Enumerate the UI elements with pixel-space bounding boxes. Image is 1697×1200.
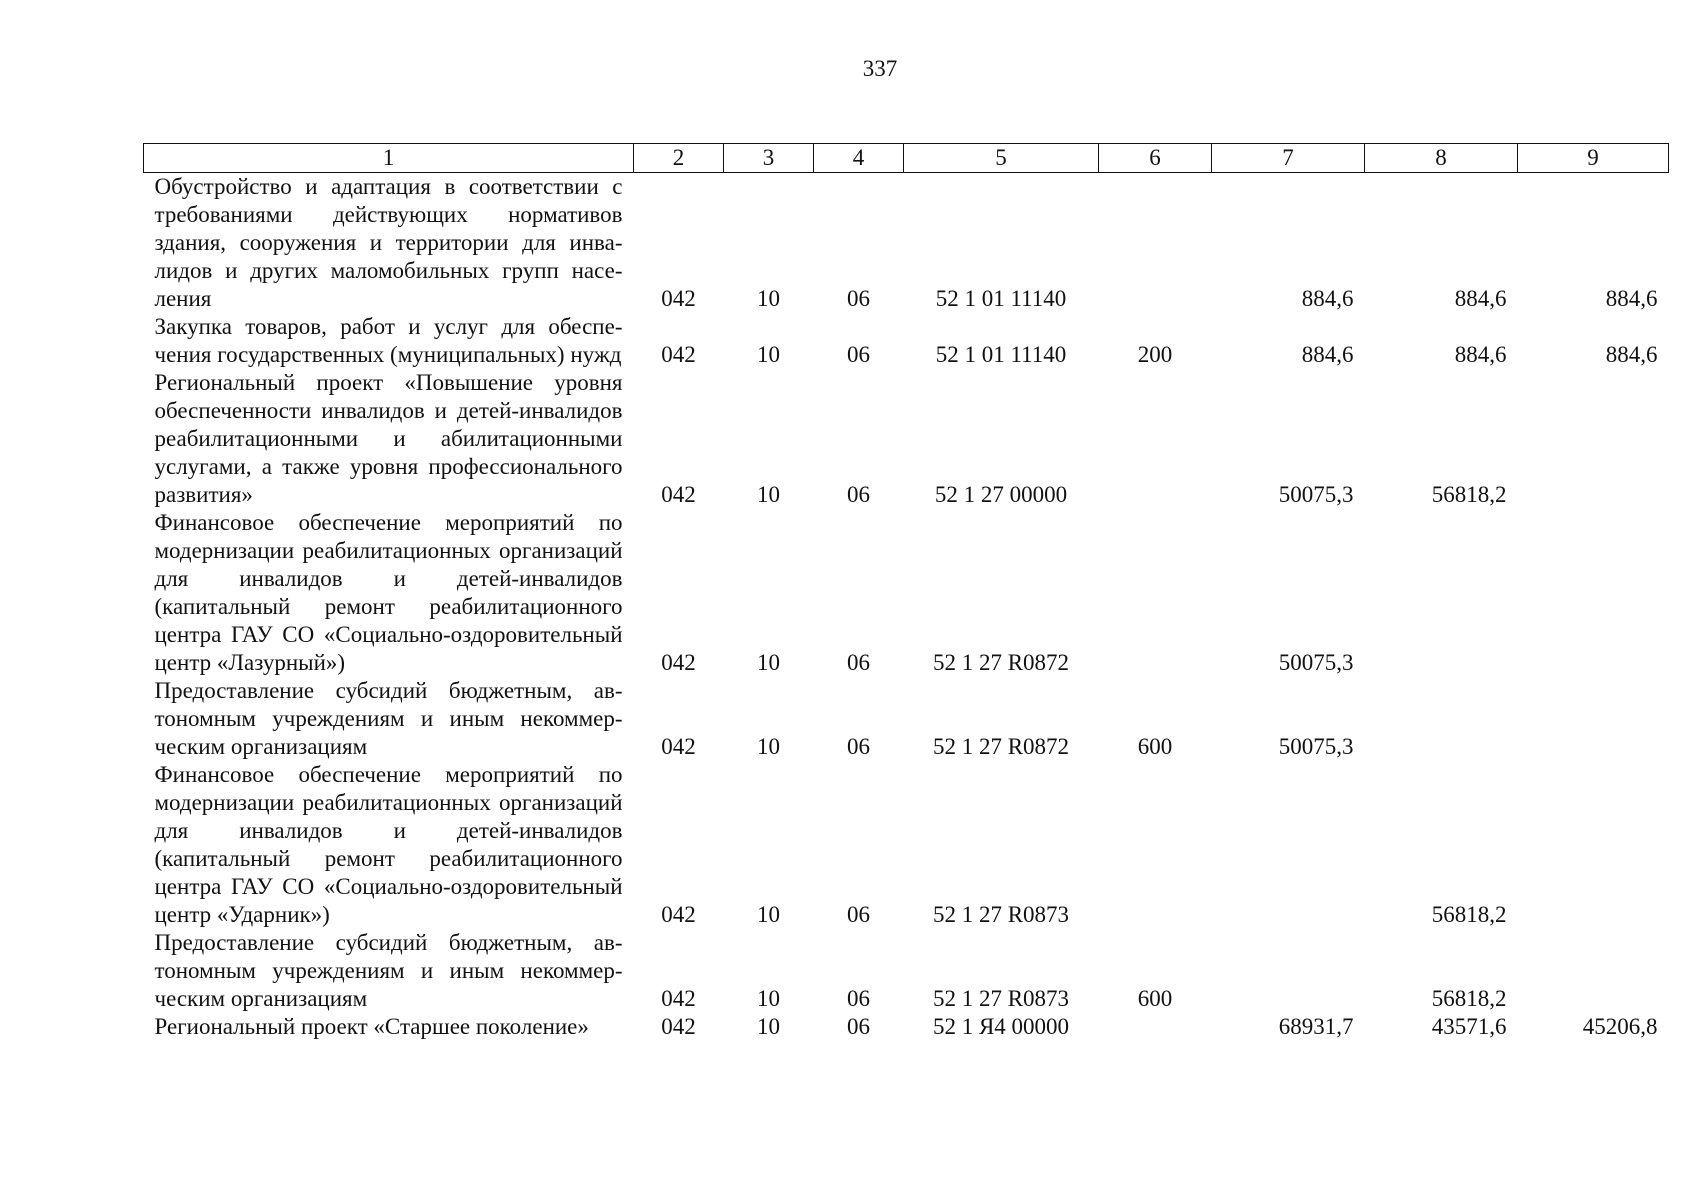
cell-section: 10 [757,650,780,675]
column-header: 6 [1099,144,1212,173]
cell-section: 10 [757,734,780,759]
row-name: Предоставление субсидий бюджетным, автономным учреждениям и иным некоммерческим организациям [154,678,623,759]
cell-expense-type [1099,369,1212,509]
cell-expense-type [1099,761,1212,929]
cell-subsection: 06 [847,734,870,759]
cell-section: 10 [757,902,780,927]
cell-amount-7: 884,6 [1301,286,1354,311]
cell-section: 10 [757,482,780,507]
cell-amount-7 [1212,929,1365,1013]
row-name: Региональный проект «Старшее поколение» [154,1014,589,1039]
column-header: 7 [1212,144,1365,173]
column-header: 5 [904,144,1099,173]
column-header: 3 [724,144,814,173]
cell-amount-8: 884,6 [1454,342,1507,367]
cell-ministry: 042 [661,482,696,507]
cell-subsection: 06 [847,286,870,311]
cell-target-item: 52 1 27 R0873 [932,986,1070,1011]
column-header: 9 [1518,144,1669,173]
cell-amount-8: 56818,2 [1431,986,1507,1011]
cell-expense-type [1099,1013,1212,1041]
cell-amount-7: 50075,3 [1278,734,1354,759]
cell-ministry: 042 [661,902,696,927]
cell-target-item: 52 1 Я4 00000 [932,1014,1070,1039]
table-row [144,1013,1669,1041]
cell-amount-9 [1518,369,1669,509]
cell-amount-8: 43571,6 [1431,1014,1507,1039]
cell-expense-type: 600 [1137,986,1173,1011]
cell-expense-type [1099,509,1212,677]
cell-amount-9: 884,6 [1605,286,1658,311]
table-row [144,761,1669,929]
table-row [144,929,1669,1013]
cell-target-item: 52 1 01 11140 [935,286,1067,311]
cell-amount-9 [1518,677,1669,761]
row-name: Обустройство и адаптация в соответствии с требованиями действующих нормативов здания, сооружения и территории для инвалидов и других маломобильных групп населения [154,174,623,311]
cell-subsection: 06 [847,482,870,507]
cell-amount-8 [1365,677,1518,761]
cell-subsection: 06 [847,342,870,367]
cell-ministry: 042 [661,1014,696,1039]
cell-amount-7: 50075,3 [1278,650,1354,675]
cell-amount-8: 884,6 [1454,286,1507,311]
cell-expense-type [1099,173,1212,314]
column-header: 4 [814,144,904,173]
cell-amount-7: 68931,7 [1278,1014,1354,1039]
cell-section: 10 [757,986,780,1011]
cell-section: 10 [757,342,780,367]
row-name: Закупка товаров, работ и услуг для обеспечения государственных (муниципальных) нужд [154,314,623,367]
cell-target-item: 52 1 27 R0872 [932,734,1070,759]
budget-table [143,143,1669,1041]
cell-amount-7: 884,6 [1301,342,1354,367]
cell-expense-type: 600 [1137,734,1173,759]
table-row [144,313,1669,369]
table-row [144,369,1669,509]
cell-amount-7 [1212,761,1365,929]
cell-amount-8: 56818,2 [1431,482,1507,507]
table-row [144,509,1669,677]
cell-subsection: 06 [847,986,870,1011]
cell-target-item: 52 1 27 00000 [934,482,1068,507]
row-name: Финансовое обеспечение мероприятий по модернизации реабилитационных организаций для инвалидов и детей-инвалидов (капитальный ремонт реабилитационного центра ГАУ СО «Социально-оздоровительный центр «Ударник») [154,762,623,927]
cell-section: 10 [757,286,780,311]
cell-section: 10 [757,1014,780,1039]
table-row [144,173,1669,314]
cell-target-item: 52 1 27 R0872 [932,650,1070,675]
column-header: 2 [634,144,724,173]
cell-ministry: 042 [661,734,696,759]
cell-subsection: 06 [847,650,870,675]
cell-ministry: 042 [661,286,696,311]
cell-amount-9: 884,6 [1605,342,1658,367]
cell-subsection: 06 [847,902,870,927]
cell-amount-9 [1518,761,1669,929]
cell-amount-9 [1518,929,1669,1013]
row-name: Финансовое обеспечение мероприятий по модернизации реабилитационных организаций для инвалидов и детей-инвалидов (капитальный ремонт реабилитационного центра ГАУ СО «Социально-оздоровительный центр «Лазурный») [154,510,623,675]
cell-expense-type: 200 [1137,342,1173,367]
cell-amount-8 [1365,509,1518,677]
page-number: 337 [862,56,898,81]
cell-ministry: 042 [661,986,696,1011]
row-name: Региональный проект «Повышение уровня обеспеченности инвалидов и детей-инвалидов реабилитационными и абилитационными услугами, а также уровня профессионального развития» [154,370,623,507]
cell-amount-9 [1518,509,1669,677]
cell-amount-8: 56818,2 [1431,902,1507,927]
cell-amount-9: 45206,8 [1582,1014,1658,1039]
cell-ministry: 042 [661,650,696,675]
cell-amount-7: 50075,3 [1278,482,1354,507]
column-header: 8 [1365,144,1518,173]
table-row [144,677,1669,761]
cell-ministry: 042 [661,342,696,367]
header-row [144,144,1669,173]
cell-target-item: 52 1 27 R0873 [932,902,1070,927]
row-name: Предоставление субсидий бюджетным, автономным учреждениям и иным некоммерческим организациям [154,930,623,1011]
cell-target-item: 52 1 01 11140 [935,342,1067,367]
column-header: 1 [144,144,634,173]
cell-subsection: 06 [847,1014,870,1039]
